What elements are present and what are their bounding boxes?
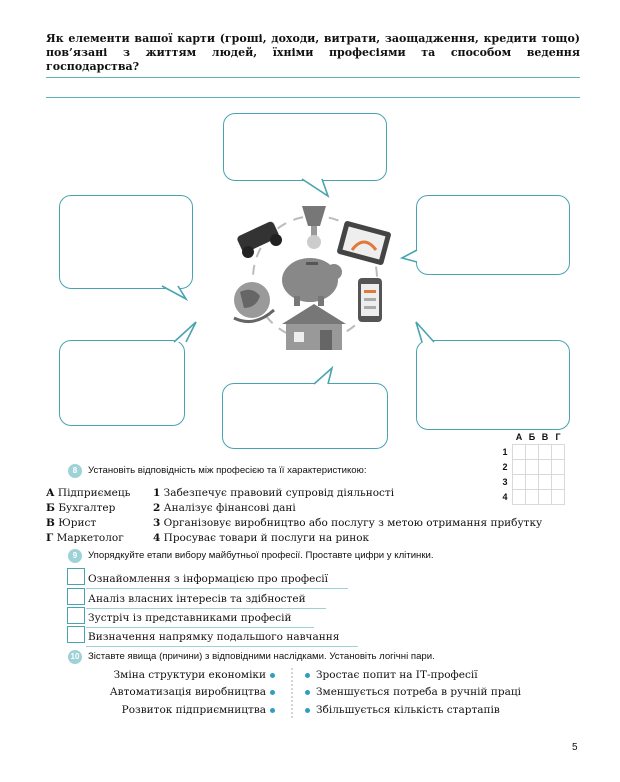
grid-cell[interactable] xyxy=(539,445,552,460)
answer-grid[interactable] xyxy=(498,430,565,505)
grid-row-label: 1 xyxy=(498,445,513,460)
profession-letter: Г xyxy=(46,532,54,544)
cause-connector-dot[interactable] xyxy=(270,708,275,713)
profession-name: Маркетолог xyxy=(56,532,124,544)
house-icon xyxy=(282,304,346,350)
characteristic-number: 1 xyxy=(153,487,161,499)
characteristic-number: 4 xyxy=(153,532,161,544)
characteristic-number: 2 xyxy=(153,502,161,514)
grid-cell[interactable] xyxy=(513,460,526,475)
bubble-tail-right-top xyxy=(400,248,422,268)
separator xyxy=(86,646,358,647)
speech-bubble-right-top[interactable] xyxy=(416,195,570,275)
separator xyxy=(86,588,348,589)
task-number-badge: 10 xyxy=(68,650,82,664)
order-box[interactable] xyxy=(67,588,85,605)
characteristic-text: Аналізує фінансові дані xyxy=(163,502,296,514)
cause-text: Розвиток підприємництва xyxy=(121,704,266,716)
grid-cell[interactable] xyxy=(552,460,565,475)
bubble-tail-left-top xyxy=(160,285,200,305)
grid-cell[interactable] xyxy=(526,490,539,505)
task-instruction: Зіставте явища (причини) з відповідними наслідками. Установіть логічні пари. xyxy=(88,651,435,662)
grid-cell[interactable] xyxy=(552,475,565,490)
bubble-tail-left-bottom xyxy=(172,318,202,348)
cause-text: Зміна структури економіки xyxy=(113,669,266,681)
page-number: 5 xyxy=(572,742,578,753)
effect-connector-dot[interactable] xyxy=(305,708,310,713)
effect-connector-dot[interactable] xyxy=(305,690,310,695)
task-number-badge: 8 xyxy=(68,464,82,478)
answer-line-2[interactable] xyxy=(46,97,580,98)
task-instruction: Упорядкуйте етапи вибору майбутньої професії. Проставте цифри у клітинки. xyxy=(88,550,434,561)
effect-text: Збільшується кількість стартапів xyxy=(316,704,500,716)
grid-cell[interactable] xyxy=(513,475,526,490)
profession-name: Бухгалтер xyxy=(58,502,116,514)
task-number-badge: 9 xyxy=(68,549,82,563)
stage-text: Аналіз власних інтересів та здібностей xyxy=(88,593,306,605)
speech-bubble-left-top[interactable] xyxy=(59,195,193,289)
characteristic-number: 3 xyxy=(153,517,161,529)
cause-connector-dot[interactable] xyxy=(270,673,275,678)
globe-icon xyxy=(234,282,274,322)
speech-bubble-right-bottom[interactable] xyxy=(416,340,570,430)
intro-question: Як елементи вашої карти (гроші, доходи, витрати, заощадження, кредити тощо) пов’язані з життям людей, їхніми професіями та способом ведення господарства? xyxy=(46,32,580,73)
profession-letter: В xyxy=(46,517,55,529)
grid-cell[interactable] xyxy=(552,490,565,505)
order-box[interactable] xyxy=(67,568,85,585)
grid-header: Г xyxy=(555,432,561,442)
profession-letter: Б xyxy=(46,502,55,514)
grid-cell[interactable] xyxy=(539,475,552,490)
separator xyxy=(86,608,326,609)
bubble-tail-right-bottom xyxy=(410,318,440,348)
stage-text: Ознайомлення з інформацією про професії xyxy=(88,573,328,585)
grid-cell[interactable] xyxy=(526,460,539,475)
grid-cell[interactable] xyxy=(539,460,552,475)
grid-header: В xyxy=(541,432,549,442)
grid-cell[interactable] xyxy=(526,445,539,460)
grid-header: Б xyxy=(528,432,536,442)
grid-header: А xyxy=(515,432,523,442)
cause-connector-dot[interactable] xyxy=(270,690,275,695)
grid-cell[interactable] xyxy=(513,490,526,505)
grid-cell[interactable] xyxy=(513,445,526,460)
task-instruction: Установіть відповідність між професією та її характеристикою: xyxy=(88,465,367,476)
speech-bubble-top[interactable] xyxy=(223,113,387,181)
profession-name: Юрист xyxy=(58,517,97,529)
lamp-icon xyxy=(302,206,326,249)
phone-icon xyxy=(358,278,382,322)
separator xyxy=(86,627,314,628)
characteristic-text: Організовує виробництво або послугу з метою отримання прибутку xyxy=(163,517,543,529)
order-box[interactable] xyxy=(67,626,85,643)
effect-text: Зростає попит на ІТ-професії xyxy=(316,669,478,681)
bubble-tail-bottom xyxy=(310,366,340,386)
characteristic-text: Забезпечує правовий супровід діяльності xyxy=(163,487,395,499)
stage-text: Визначення напрямку подальшого навчання xyxy=(88,631,340,643)
divider-line xyxy=(290,668,294,720)
grid-row-label: 3 xyxy=(498,475,513,490)
grid-cell[interactable] xyxy=(539,490,552,505)
stage-text: Зустріч із представниками професій xyxy=(88,612,292,624)
piggy-bank-icon xyxy=(282,258,342,306)
speech-bubble-bottom[interactable] xyxy=(222,383,388,449)
grid-row-label: 4 xyxy=(498,490,513,505)
characteristic-text: Просуває товари й послуги на ринок xyxy=(163,532,370,544)
grid-cell[interactable] xyxy=(526,475,539,490)
speech-bubble-left-bottom[interactable] xyxy=(59,340,185,426)
profession-name: Підприємець xyxy=(57,487,131,499)
cause-text: Автоматизація виробництва xyxy=(109,686,266,698)
effect-connector-dot[interactable] xyxy=(305,673,310,678)
grid-cell[interactable] xyxy=(552,445,565,460)
bubble-tail-top xyxy=(300,178,340,198)
tablet-icon xyxy=(336,220,391,265)
answer-line-1[interactable] xyxy=(46,77,580,78)
economy-cycle-illustration xyxy=(230,200,400,360)
order-box[interactable] xyxy=(67,607,85,624)
effect-text: Зменшується потреба в ручній праці xyxy=(316,686,521,698)
grid-row-label: 2 xyxy=(498,460,513,475)
profession-letter: А xyxy=(46,487,55,499)
